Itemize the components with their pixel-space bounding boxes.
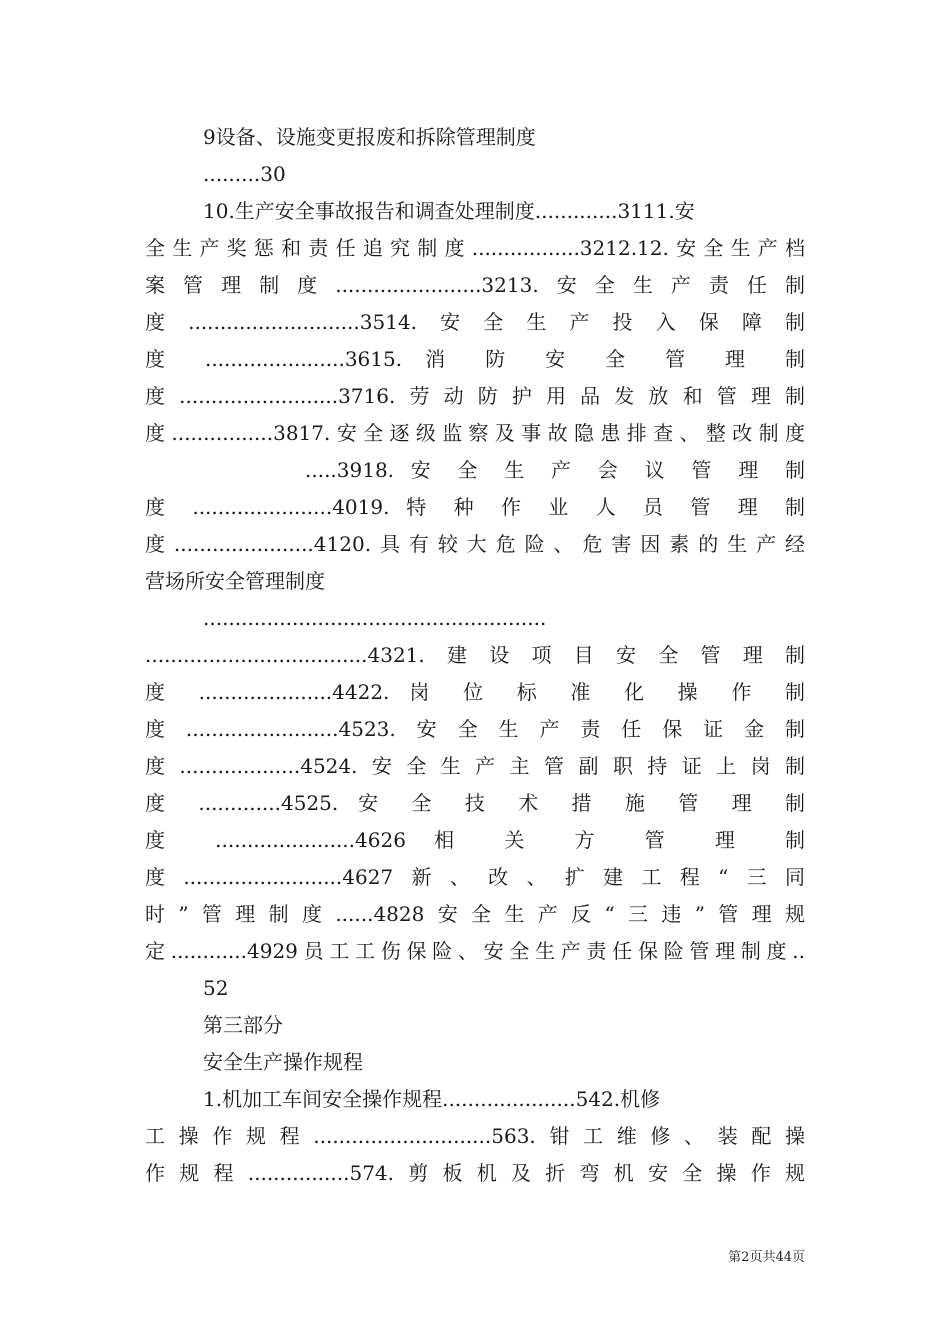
toc-line: 1.机加工车间安全操作规程.....................542.机修 bbox=[203, 1087, 661, 1111]
toc-line: .........30 bbox=[203, 162, 286, 186]
toc-content bbox=[145, 119, 805, 1192]
toc-line: 度 ......................4626 相 关 方 管 理 制 bbox=[145, 828, 805, 852]
toc-line: 度.........................4627新、改、扩建工程“三同 bbox=[145, 865, 805, 889]
toc-line: 度...........................3514.安全生产投入保障制 bbox=[145, 310, 805, 334]
toc-line: 作规程................574.剪板机及折弯机安全操作规 bbox=[145, 1161, 805, 1185]
toc-line: 52 bbox=[203, 976, 229, 1000]
toc-line: 营场所安全管理制度 bbox=[145, 569, 325, 593]
toc-line: 度 .............4525. 安 全 技 术 措 施 管 理 制 bbox=[145, 791, 805, 815]
toc-line: .....3918. 安 全 生 产 会 议 管 理 制 bbox=[305, 458, 805, 482]
toc-line: 9设备、设施变更报废和拆除管理制度 bbox=[203, 125, 536, 149]
page-number-footer: 第2页共44页 bbox=[728, 1250, 805, 1265]
toc-line: ...................................................... bbox=[203, 606, 547, 630]
toc-line: 度......................4120.具有较大危险、危害因素的生产经 bbox=[145, 532, 805, 556]
toc-line: 时”管理制度......4828安全生产反“三违”管理规 bbox=[145, 902, 805, 926]
toc-line: 度................3817.安全逐级监察及事故隐患排查、整改制度 bbox=[145, 421, 805, 445]
toc-line: 度.........................3716.劳动防护用品发放和管理制 bbox=[145, 384, 805, 408]
toc-line: 度 ......................3615. 消 防 安 全 管 理 制 bbox=[145, 347, 805, 371]
toc-line: 定............4929员工工伤保险、安全生产责任保险管理制度.. bbox=[145, 939, 805, 963]
toc-line: 全生产奖惩和责任追究制度.................3212.12.安全生产档 bbox=[145, 236, 805, 260]
toc-line: 工操作规程............................563.钳工维修、装配操 bbox=[145, 1124, 805, 1148]
toc-line: 度........................4523.安全生产责任保证金制 bbox=[145, 717, 805, 741]
section-heading: 第三部分 bbox=[203, 1013, 283, 1037]
toc-line: 案管理制度.......................3213.安全生产责任制 bbox=[145, 273, 805, 297]
toc-line: 度 ......................4019. 特 种 作 业 人 员 管 理 制 bbox=[145, 495, 805, 519]
toc-line: 10.生产安全事故报告和调查处理制度.............3111.安 bbox=[203, 199, 695, 223]
section-subheading: 安全生产操作规程 bbox=[203, 1050, 363, 1074]
toc-line: 度 .....................4422. 岗 位 标 准 化 操 作 制 bbox=[145, 680, 805, 704]
toc-line: ...................................4321.建设项目安全管理制 bbox=[145, 643, 805, 667]
toc-line: 度...................4524.安全生产主管副职持证上岗制 bbox=[145, 754, 805, 778]
